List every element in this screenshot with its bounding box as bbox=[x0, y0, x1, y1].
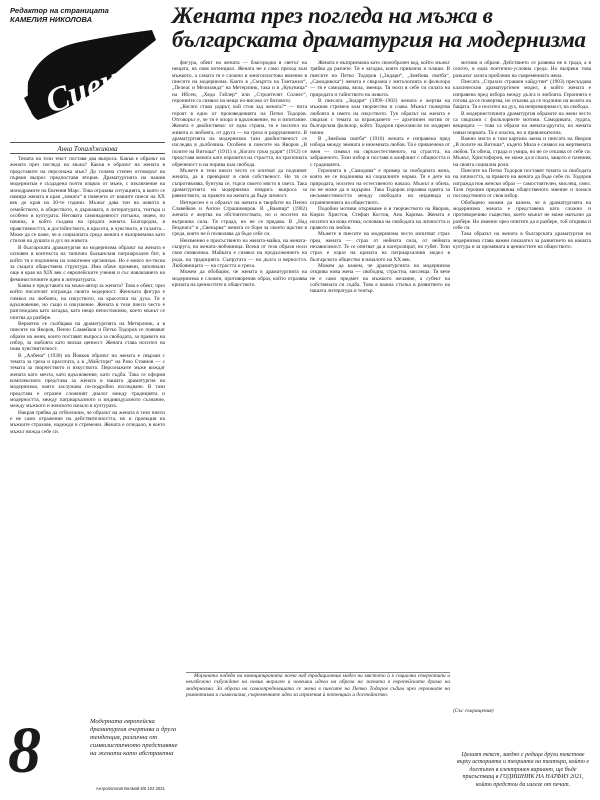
paragraph: Пиесите на Петко Тодоров поставят темата за свободата на личността, за правото на жената да бъде себе си. Тодоров изгражда нов женски образ — самостоятелен, мислещ, смел. Тази героиня предизвиква общественото мнение и понася последствията от своя избор. bbox=[453, 167, 591, 200]
abridged-note: (Със съкращения) bbox=[453, 708, 494, 714]
paragraph: Важно място в тази картина заема и пиесата на Яворов „В полите на Витоша“, където Мила е символ на жертвената любов. Тя обича, страда и умира, но не се отказва от себе си. Мъжът, Христофоров, не може да я спаси, защото е пленник на своята социална роля. bbox=[453, 136, 591, 168]
article-headline: Жената през погледа на мъжа в българската драматургия на модернизма bbox=[172, 3, 586, 52]
paragraph: Вероятно се съобщава на драматургията на Метерлинк, а в пиесите на Яворов, Пенчо Славейков и Петко Тодоров се появяват образи на жени, които поставят въпроса за свободата, за правото на избор, за любовта като висша ценност. Жената става носител на нова чувствителност. bbox=[10, 320, 165, 353]
paragraph: В „Албена“ (1930) на Йовков образът на жената е свързан с темата за греха и красотата, а в „Майстори“ на Рачо Стоянов — с темата за творчеството и изкуството. Персонажите мъже виждат жената като мечта, като вдъхновение, като съдба. Така се оформя комплексната представа за жената в нашата драматургия на модернизма, която заслужава по-подробно изследване. В тази представа е отразен сложният диалог между традицията и модерността, между патриархалното и индивидуалното съзнание, между мъжкото и женското начало в културата. bbox=[10, 352, 165, 410]
paragraph: „Когато става ударът, кой стои зад жената?“ — пита героят в едно от произведенията на Петко Тодоров. Отговорът е, че тя е опора и вдъхновение, но и изпитание. Жената е двойнствена: от една страна, тя е носител на живота и любовта, от друга — на греха и разрушението. В драматургията на модернизма тази двойнственост се изследва в дълбочина. Особено в пиесите на Яворов „В полите на Витоша“ (1911) и „Когато гръм удари“ (1912) се представя жената като изразител на страстта, на трагичната обреченост и на порива към свобода. bbox=[172, 104, 307, 168]
paragraph: Каква е представата на мъжа-автор за жената? Това е обект, чрез който писателят изгражда своята модерност. Женската фигура е символ на любовта, на изкуството, на красотата на духа. Тя е вдъхновение, но също и изкушение. Жената в тези пиеси често е разглеждана като загадка, като нещо непостижимо, което мъжът се опитва да разбере. bbox=[10, 282, 165, 321]
page-number: 8 bbox=[8, 714, 41, 787]
paragraph: Темата на този текст поставя два въпроса. Какъв е образът на жената през погледа на мъжа? Какъв е образът на жената в представите на персонажа мъж? До голяма степен отговорът на първия въпрос предпоставя втория. Драматургията на нашия модернизъм е създадена почти изцяло от мъже, с изключение на монодрамите на Евгения Марс. Това отразява ситуацията, в която се намира жената в края „зимата“ в повечето от нашите пиеси на ХХ век до края на 30-те години. Мъжът дава тон на живота в семейството, в обществото, в държавата, в литературата, театъра и особено в културата. Неговата самонадеяност изтъкна, знаем, по начина, в който създава на средата жената. Благородна, в нравствеността, в достойнството, в красота, в чувството, в таланта... Може да се каже, че в социалната среда жената е възприемана като стихия на душата и дух на живота. bbox=[10, 156, 165, 245]
page-footer: Антропология Бялмой 5/6 102 2021 bbox=[96, 786, 165, 791]
paragraph: Обобщено можем да кажем, че в драматургията на модернизма жената е представена като сложно и противоречиво същество, което мъжът не може напълно да разбере. Но именно чрез опитите да я разбере, той открива и себе си. bbox=[453, 199, 591, 231]
editor-role: Редактор на страницата bbox=[10, 6, 109, 15]
section-title: Сцена bbox=[41, 54, 141, 121]
column-2 bbox=[172, 60, 307, 668]
editor-name: КАМЕЛИЯ НИКОЛОВА bbox=[10, 15, 93, 24]
column-1 bbox=[10, 156, 165, 716]
brush-stroke-logo bbox=[20, 20, 160, 130]
paragraph: В „Змейова сватба“ (1910) жената е изправена пред избора между земната и неземната любов. Тя е привлечена от змея — символ на свръхестественото, на страстта, на забраненото. Този избор я поставя в конфликт с общността и с традицията. bbox=[310, 136, 450, 168]
paragraph: Пиесата „Страхил страшен хайдутин“ (1903) пресъздава класическия драматургичен модел, в който жената е изправена пред избора между дълга и любовта. Героинята е готова да се пожертва, но отказва да се подчини на волята на бащата. Тя е носител на дух, на непримиримост, на свобода. bbox=[453, 79, 591, 111]
paragraph: В пиесата „Зидари“ (1899–1902) жената е жертва на мъжкия стремеж към творчество и слава. Мъжът пожертва любовта в името на изкуството. Тук образът на жената е свързан с темата за вграждането — архетипен мотив от българския фолклор, който Тодоров преосмисля по модерен начин. bbox=[310, 98, 450, 136]
paragraph: Така образът на жената в българската драматургия на модернизма става важен показател за развитието на нашата култура и за промяната в ценностите на обществото. bbox=[453, 231, 591, 250]
paragraph: Мъжете в пиесите на модернизма често изпитват страх пред жената — страх от нейната сила, от нейната независимост. Те се опитват да я контролират, но губят. Този страх е израз на кризата на патриархалния модел в българското общество в началото на ХХ век. bbox=[310, 231, 450, 263]
paragraph: Можем да обобщим, че жената в драматургията на модернизма е сложен, противоречив образ, който отразява кризата на ценностите в обществото. bbox=[172, 269, 307, 289]
paragraph: Мъжете в тези пиеси често се опитват да подчинят жената, да я превърнат в своя собственост. Но тя се съпротивлява, бунтува се, търси своето място в света. Така драматургията на модернизма повдига въпроса за равенството, за правото на жената да бъде личност. bbox=[172, 167, 307, 200]
paragraph: Героинята в „Самодива“ е пример за свободната жена, която не се подчинява на социалните норми. Тя е дете на природата, носител на естественото начало. Мъжът я обича, но не може да я задържи. Така Тодоров изразява идеята за несъвместимостта между свободата на индивида и ограниченията на обществото. bbox=[310, 167, 450, 206]
paragraph: В българската драматургия на модернизма образът на жената е основен в контекста на типично балканския патриархален бит, в който тя е подчинена на хомогенен организъм. Но е много по-тясна за същата обществена структура. Има обаче промени, започнали още в края на XIX век с европейските учения и със навлизането на феминистичните идеи в литературата. bbox=[10, 244, 165, 283]
column-3 bbox=[310, 60, 450, 750]
paragraph: Мораната победа на еманципираната жена над традиционния модел на мястото ѝ в социални стереотипи и неизбежно събуждане на новия морален и човешки идеал на образа на жената в европейската драма на модернизма. За образа на самоопределящата се жена в пиесите на Петко Тодоров съдим чрез героините на романтизма и символизма, съвременните идеи за изразения ѝ потенциал и достойнство. bbox=[186, 673, 450, 699]
yearbook-note: Цялият текст, заедно с редица други текстове върху историята и теорията на театъра, който е достъпен в електронен вариант, ще бъде присъстващ в ГОДИШНИК НА НАТФИЗ 2021, който предстои да излезе от печат. bbox=[456, 752, 590, 788]
author-name: Анна Топалджикова bbox=[10, 142, 165, 154]
bottom-paragraph bbox=[186, 672, 450, 785]
pull-quote: Модерната европейска драматургия очертава и друга тенденция, различна от символистичното представяне на жената като абстрактна bbox=[90, 718, 178, 757]
paragraph: Жената е възприемана като своеобразен код, който мъжът трябва да разчете. Тя е загадка, която привлича и плаши. В пиесите на Петко Тодоров („Зидари“, „Змейова сватба“, „Самодивска“) жената е свързана с митологията и фолклора — тя е самодива, вила, змеица. Тя носи в себе си силата на природата и тайнството на живота. bbox=[310, 60, 450, 98]
paragraph: Интересен е и образът на жената в творбите на Пенчо Славейков и Антон Страшимиров. В „Вампир“ (1902) жената е жертва на обстоятелствата, но и носител на вътрешна сила. Тя страда, но не се предава. В „Над безднага“ и „Свекърва“ жената се бори за своето щастие в среда, която не ѝ позволява да бъде себе си. bbox=[172, 199, 307, 238]
paragraph: В модернистичната драматургия образите на жени често са свързани с фолклорните мотиви. Самодивата, лудата, вещицата — това са образи на жената-другата, на жената извън нормата. Тя е опасна, но и привлекателна. bbox=[453, 110, 591, 136]
paragraph: Можем да кажем, че драматургията на модернизма открива нова жена — свободна, страстна, мислеща. Тя вече не е само предмет на мъжкото желание, а субект на собствената си съдба. Това е важна стъпка в развитието на нашата литература и театър. bbox=[310, 263, 450, 295]
paragraph: мотиви и образи. Действието се развива не в града, а в селото, в една поетично-условна среда. Но въпреки това разказът засяга проблеми на съвременната жена. bbox=[453, 60, 591, 79]
paragraph: фигура, обект на жената — благородна в светът на нещата, на своя потенциал. Жената не е само преход към мъжкото, а самата тя е сложно и многопластово явление в пиесите на модернизма. Както в „Смъртта на Тантажил“, „Пелеас и Мелизанда“ на Метерлинк, така и в „Кукувица“ на Ибсен, „Хеда Габлер“ или „Строителят Солнес“, героините са символ на нещо по-високо от битовото. bbox=[172, 60, 307, 105]
paragraph: Накрая трябва да отбележим, че образът на жената в тези пиеси е не само отражение на действителността, но и проекция на мъжките страхове, надежди и стремежи. Жената е огледало, в което мъжът вижда себе си. bbox=[10, 409, 165, 435]
section-logo bbox=[20, 20, 160, 130]
paragraph: Неизменно е присъствието на жената-майка, на жената-съпруга, на жената-любовница. Всеки от тези образи носи своя символика. Майката е символ на продължението на рода, на традицията. Съпругата — на дълга и верността. Любовницата — на страстта и греха. bbox=[172, 237, 307, 269]
paragraph: Подобни мотиви откриваме и в творчеството на Яворов, Кирил Христов, Стефан Костов, Ана Карима. Жената е носител на нова етика, основана на свободата на личността и правото на любов. bbox=[310, 205, 450, 231]
column-4 bbox=[453, 60, 591, 710]
